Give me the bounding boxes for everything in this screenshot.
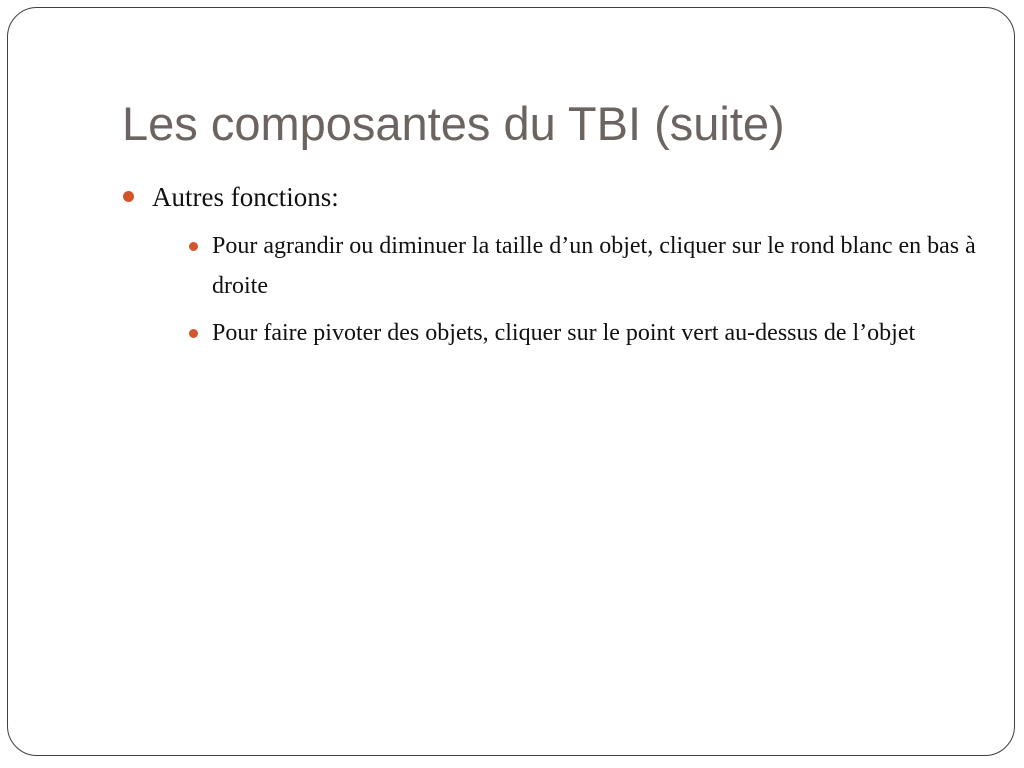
bullet-text: Autres fonctions: — [152, 182, 339, 212]
bullet-item-autres-fonctions — [122, 178, 982, 353]
bullet-dot-icon — [189, 242, 198, 251]
bullet-dot-icon — [123, 191, 134, 202]
bullet-list — [122, 178, 982, 360]
slide-frame — [7, 7, 1015, 756]
bullet-dot-icon — [189, 329, 198, 338]
slide-title: Les composantes du TBI (suite) — [122, 97, 785, 150]
sub-bullet-rotate — [182, 313, 982, 353]
sub-bullet-list — [152, 226, 982, 353]
sub-bullet-text: Pour agrandir ou diminuer la taille d’un objet, cliquer sur le rond blanc en bas à droite — [212, 233, 976, 299]
sub-bullet-resize — [182, 226, 982, 306]
sub-bullet-text: Pour faire pivoter des objets, cliquer sur le point vert au-dessus de l’objet — [212, 320, 916, 346]
